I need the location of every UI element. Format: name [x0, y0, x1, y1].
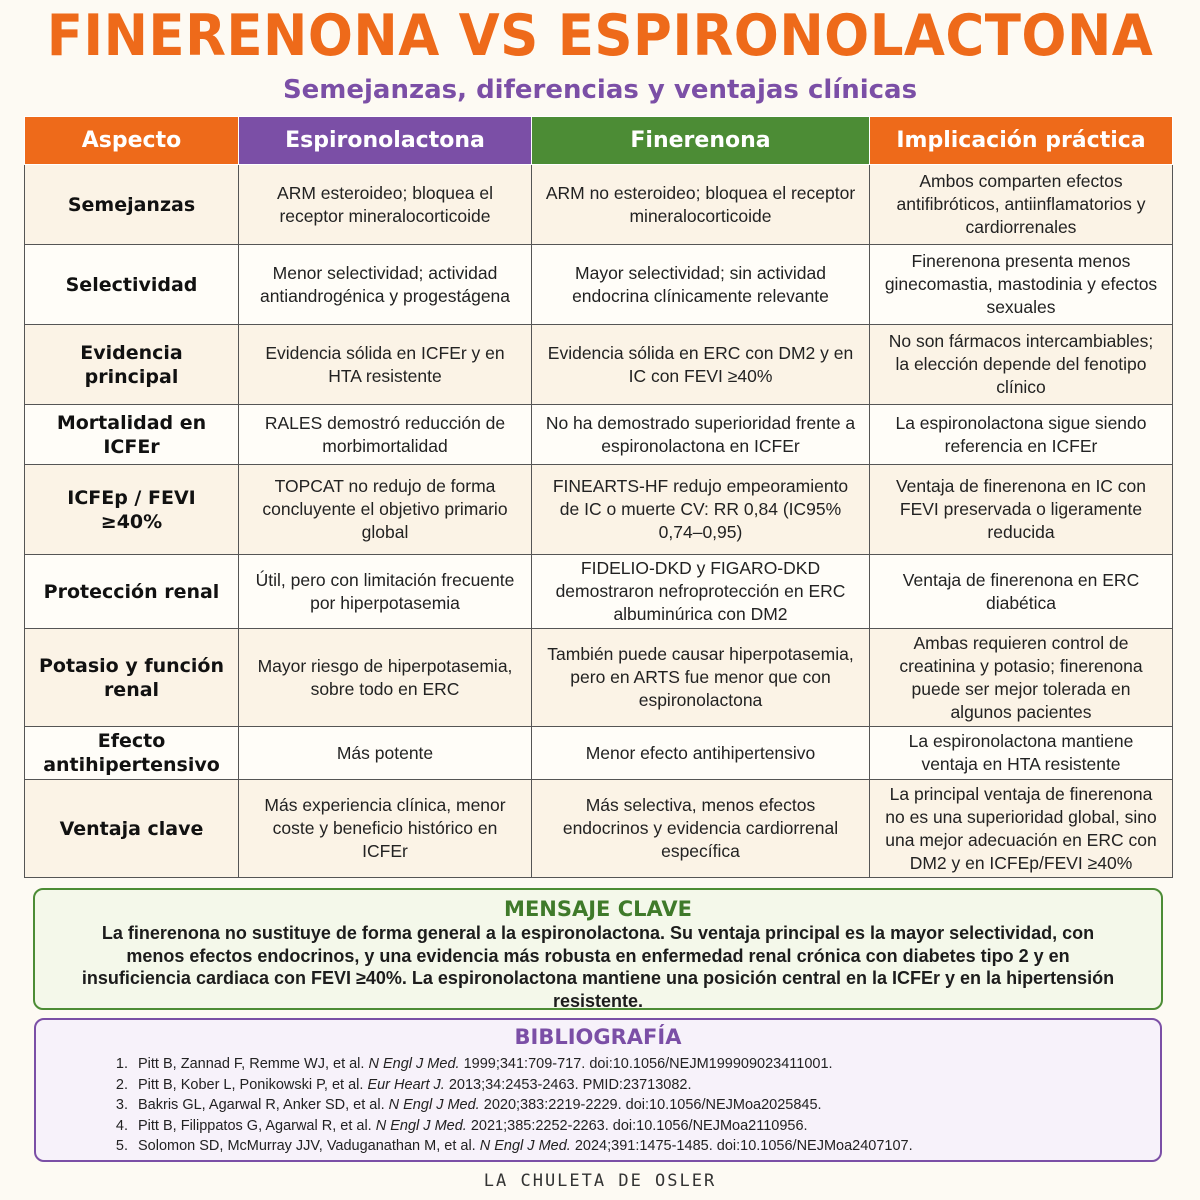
table-row — [25, 165, 1173, 245]
reference-authors: Bakris GL, Agarwal R, Anker SD, et al. — [138, 1097, 385, 1113]
cell-espironolactona: Evidencia sólida en ICFEr y en HTA resistente — [239, 325, 532, 405]
cell-aspecto: Efecto antihipertensivo — [25, 727, 239, 780]
cell-aspecto: Evidencia principal — [25, 325, 239, 405]
reference-item — [100, 1054, 1160, 1075]
reference-journal: N Engl J Med. — [368, 1056, 460, 1072]
cell-finerenona: Más selectiva, menos efectos endocrinos y evidencia cardiorrenal específica — [532, 780, 870, 878]
cell-implicacion: Ventaja de finerenona en IC con FEVI preservada o ligeramente reducida — [870, 465, 1173, 555]
reference-number: 3. — [115, 1097, 128, 1113]
cell-aspecto: Mortalidad en ICFEr — [25, 405, 239, 465]
header-finerenona: Finerenona — [532, 117, 870, 165]
reference-details: 2021;385:2252-2263. doi:10.1056/NEJMoa2110956. — [470, 1117, 808, 1134]
reference-item — [100, 1116, 1160, 1137]
table-row — [25, 465, 1173, 555]
cell-finerenona: FIDELIO-DKD y FIGARO-DKD demostraron nefroprotección en ERC albuminúrica con DM2 — [532, 555, 870, 629]
reference-authors: Pitt B, Zannad F, Remme WJ, et al. — [138, 1056, 365, 1072]
reference-item — [100, 1136, 1160, 1157]
cell-implicacion: Ambas requieren control de creatinina y potasio; finerenona puede ser mejor tolerada en algunos pacientes — [870, 629, 1173, 727]
reference-details: 2024;391:1475-1485. doi:10.1056/NEJMoa2407107. — [574, 1138, 913, 1154]
reference-authors: Solomon SD, McMurray JJV, Vaduganathan M, et al. — [138, 1138, 476, 1154]
cell-implicacion: La espironolactona sigue siendo referencia en ICFEr — [870, 405, 1173, 465]
reference-journal: N Engl J Med. — [375, 1117, 467, 1134]
reference-number: 2. — [115, 1076, 128, 1093]
reference-journal: N Engl J Med. — [388, 1097, 480, 1113]
cell-aspecto: Protección renal — [25, 555, 239, 629]
reference-item — [100, 1075, 1160, 1096]
reference-list — [100, 1054, 1160, 1157]
cell-espironolactona: Más potente — [239, 727, 532, 780]
cell-espironolactona: TOPCAT no redujo de forma concluyente el objetivo primario global — [239, 465, 532, 555]
reference-number: 5. — [115, 1138, 128, 1154]
header-espironolactona: Espironolactona — [239, 117, 532, 165]
cell-espironolactona: Menor selectividad; actividad antiandrogénica y progestágena — [239, 245, 532, 325]
table-row — [25, 727, 1173, 780]
cell-espironolactona: ARM esteroideo; bloquea el receptor mineralocorticoide — [239, 165, 532, 245]
table-row — [25, 245, 1173, 325]
reference-number: 1. — [115, 1056, 128, 1072]
cell-implicacion: Ventaja de finerenona en ERC diabética — [870, 555, 1173, 629]
bibliografia-title: BIBLIOGRAFÍA — [514, 1025, 682, 1049]
cell-espironolactona: Útil, pero con limitación frecuente por hiperpotasemia — [239, 555, 532, 629]
table-row — [25, 780, 1173, 878]
cell-finerenona: ARM no esteroideo; bloquea el receptor mineralocorticoide — [532, 165, 870, 245]
cell-aspecto: Potasio y función renal — [25, 629, 239, 727]
reference-details: 2013;34:2453-2463. PMID:23713082. — [448, 1076, 692, 1093]
reference-number: 4. — [115, 1117, 128, 1134]
cell-implicacion: Ambos comparten efectos antifibróticos, antiinflamatorios y cardiorrenales — [870, 165, 1173, 245]
cell-implicacion: La principal ventaja de finerenona no es una superioridad global, sino una mejor adecuación en ERC con DM2 y en ICFEp/FEVI ≥40% — [870, 780, 1173, 878]
reference-details: 1999;341:709-717. doi:10.1056/NEJM199909023411001. — [463, 1056, 833, 1072]
table-row — [25, 325, 1173, 405]
cell-implicacion: La espironolactona mantiene ventaja en HTA resistente — [870, 727, 1173, 780]
page-title: FINERENONA VS ESPIRONOLACTONA — [46, 3, 1154, 69]
cell-aspecto: Semejanzas — [25, 165, 239, 245]
cell-espironolactona: Mayor riesgo de hiperpotasemia, sobre todo en ERC — [239, 629, 532, 727]
mensaje-clave-body: La finerenona no sustituye de forma general a la espironolactona. Su ventaja principal es la mayor selectividad, con menos efectos endocrinos, y una evidencia más robusta en enfermedad renal crónica con diabetes tipo 2 y en insuficiencia cardiaca con FEVI ≥40%. La espironolactona mantiene una posición central en la ICFEr y en la hipertensión resistente. — [81, 923, 1115, 1011]
mensaje-clave-title: MENSAJE CLAVE — [504, 897, 692, 921]
cell-finerenona: Evidencia sólida en ERC con DM2 y en IC con FEVI ≥40% — [532, 325, 870, 405]
cell-implicacion: No son fármacos intercambiables; la elección depende del fenotipo clínico — [870, 325, 1173, 405]
cell-finerenona: Menor efecto antihipertensivo — [532, 727, 870, 780]
cell-implicacion: Finerenona presenta menos ginecomastia, mastodinia y efectos sexuales — [870, 245, 1173, 325]
table-header-row — [25, 117, 1173, 165]
cell-finerenona: También puede causar hiperpotasemia, pero en ARTS fue menor que con espironolactona — [532, 629, 870, 727]
table-row — [25, 405, 1173, 465]
mensaje-clave-box — [33, 888, 1163, 1010]
reference-authors: Pitt B, Filippatos G, Agarwal R, et al. — [138, 1117, 372, 1134]
reference-journal: Eur Heart J. — [367, 1076, 445, 1093]
cell-aspecto: Selectividad — [25, 245, 239, 325]
cell-espironolactona: Más experiencia clínica, menor coste y beneficio histórico en ICFEr — [239, 780, 532, 878]
cell-aspecto: ICFEp / FEVI ≥40% — [25, 465, 239, 555]
cell-espironolactona: RALES demostró reducción de morbimortalidad — [239, 405, 532, 465]
cell-finerenona: FINEARTS-HF redujo empeoramiento de IC o muerte CV: RR 0,84 (IC95% 0,74–0,95) — [532, 465, 870, 555]
reference-journal: N Engl J Med. — [479, 1138, 571, 1154]
bibliografia-box — [34, 1018, 1162, 1162]
reference-details: 2020;383:2219-2229. doi:10.1056/NEJMoa2025845. — [483, 1097, 822, 1113]
page-subtitle: Semejanzas, diferencias y ventajas clínicas — [282, 75, 918, 105]
comparison-table — [24, 116, 1173, 878]
footer-signature: LA CHULETA DE OSLER — [483, 1171, 717, 1191]
table-row — [25, 629, 1173, 727]
cell-finerenona: Mayor selectividad; sin actividad endocrina clínicamente relevante — [532, 245, 870, 325]
header-aspecto: Aspecto — [25, 117, 239, 165]
reference-item — [100, 1095, 1160, 1116]
header-implicacion: Implicación práctica — [870, 117, 1173, 165]
cell-finerenona: No ha demostrado superioridad frente a espironolactona en ICFEr — [532, 405, 870, 465]
table-row — [25, 555, 1173, 629]
reference-authors: Pitt B, Kober L, Ponikowski P, et al. — [138, 1076, 364, 1093]
cell-aspecto: Ventaja clave — [25, 780, 239, 878]
